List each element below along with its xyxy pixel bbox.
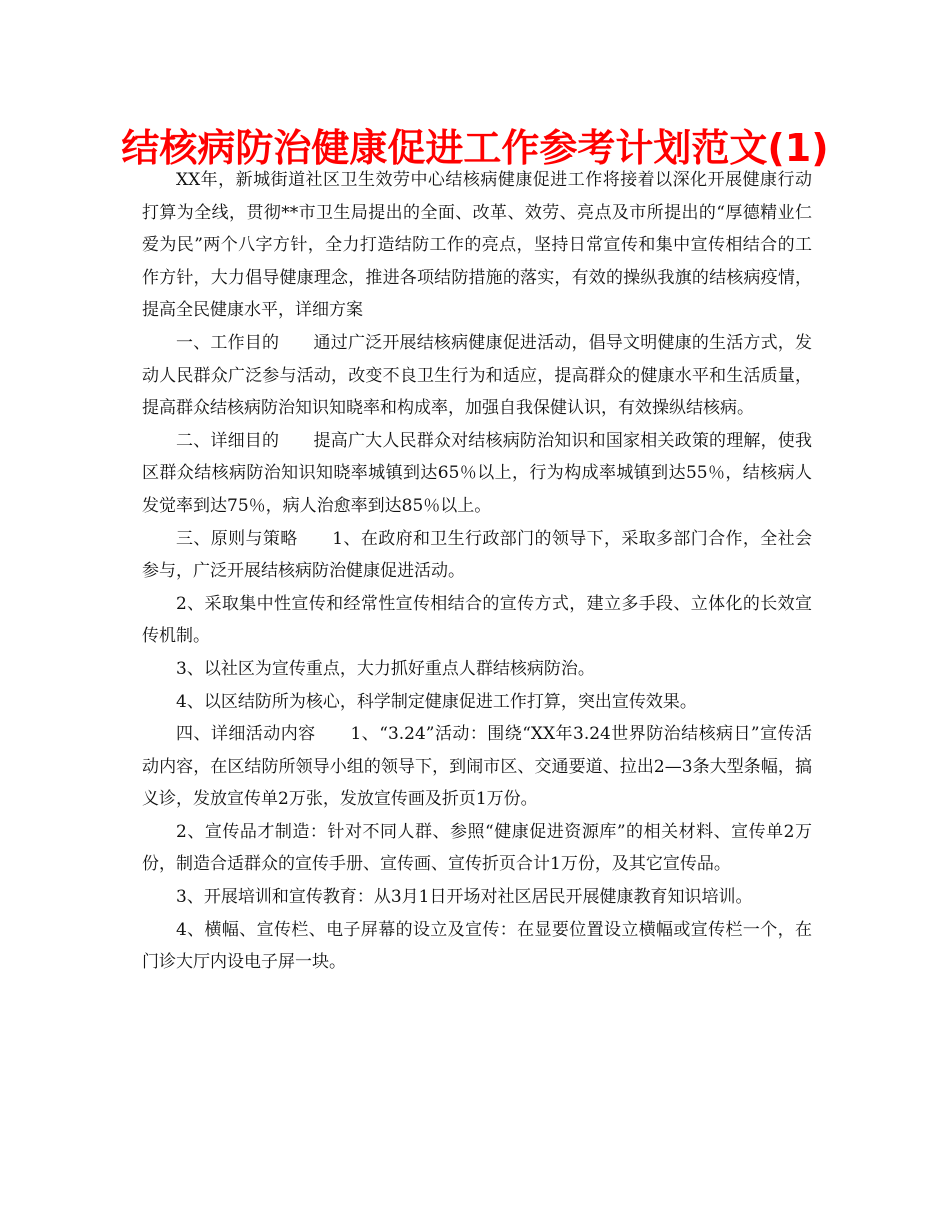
document-title: 结核病防治健康促进工作参考计划范文(1) <box>121 126 829 170</box>
paragraph-principle-2: 2、采取集中性宣传和经常性宣传相结合的宣传方式，建立多手段、立体化的长效宣传机制。 <box>142 593 812 647</box>
paragraph-detailed-goal: 二、详细目的 提高广大人民群众对结核病防治知识和国家相关政策的理解，使我区群众结核病防治知识知晓率城镇到达65％以上，行为构成率城镇到达55％，结核病人发觉率到达75％，病人治愈率到达85％以上。 <box>142 430 812 516</box>
paragraph-principles: 三、原则与策略 1、在政府和卫生行政部门的领导下，采取多部门合作，全社会参与，广泛开展结核病防治健康促进活动。 <box>142 528 812 582</box>
paragraph-activity-2: 2、宣传品才制造：针对不同人群、参照“健康促进资源库”的相关材料、宣传单2万份，制造合适群众的宣传手册、宣传画、宣传折页合计1万份，及其它宣传品。 <box>142 821 812 875</box>
paragraph-principle-4: 4、以区结防所为核心，科学制定健康促进工作打算，突出宣传效果。 <box>176 691 697 712</box>
paragraph-work-goal: 一、工作目的 通过广泛开展结核病健康促进活动，倡导文明健康的生活方式，发动人民群众广泛参与活动，改变不良卫生行为和适应，提高群众的健康水平和生活质量，提高群众结核病防治知识知晓率和构成率，加强自我保健认识，有效操纵结核病。 <box>142 332 812 419</box>
paragraph-activity-4: 4、横幅、宣传栏、电子屏幕的设立及宣传：在显要位置设立横幅或宣传栏一个，在门诊大厅内设电子屏一块。 <box>142 919 812 973</box>
paragraph-intro: XX年，新城街道社区卫生效劳中心结核病健康促进工作将接着以深化开展健康行动打算为全线，贯彻**市卫生局提出的全面、改革、效劳、亮点及市所提出的“厚德精业仁爱为民”两个八字方针，全力打造结防工作的亮点，坚持日常宣传和集中宣传相结合的工作方针，大力倡导健康理念，推进各项结防措施的落实，有效的操纵我旗的结核病疫情，提高全民健康水平，详细方案 <box>142 170 812 321</box>
paragraph-activity-3: 3、开展培训和宣传教育：从3月1日开场对社区居民开展健康教育知识培训。 <box>176 887 753 908</box>
paragraph-principle-3: 3、以社区为宣传重点，大力抓好重点人群结核病防治。 <box>176 658 595 679</box>
document-body <box>142 164 812 979</box>
paragraph-activities: 四、详细活动内容 1、“3.24”活动：围绕“XX年3.24世界防治结核病日”宣传活动内容，在区结防所领导小组的领导下，到闹市区、交通要道、拉出2—3条大型条幅，搞义诊，发放宣传单2万张，发放宣传画及折页1万份。 <box>142 724 812 810</box>
